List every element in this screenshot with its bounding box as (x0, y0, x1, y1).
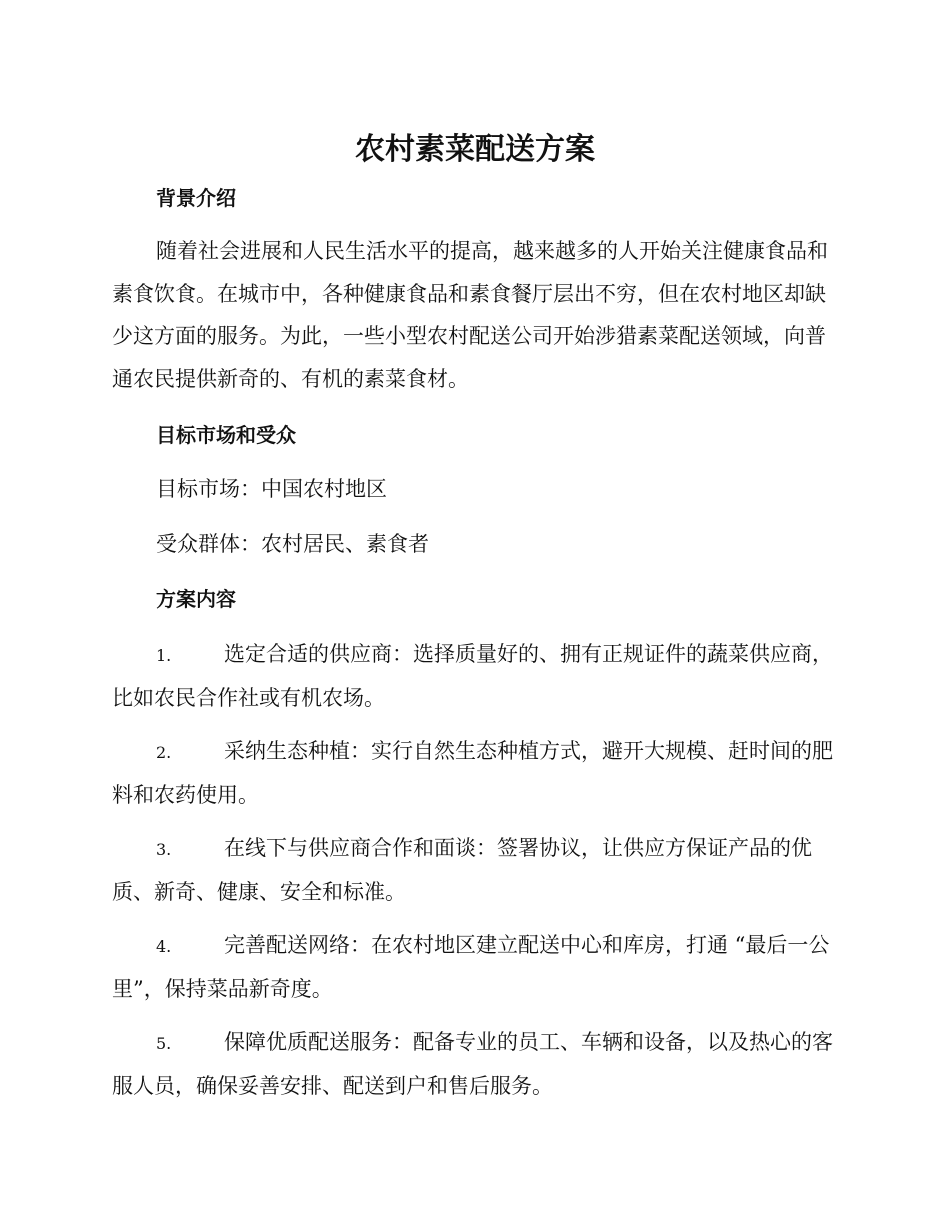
plan-item-text: 采纳生态种植：实行自然生态种植方式，避开大规模、赶时间的肥料和农药使用。 (112, 739, 833, 807)
section-heading-plan: 方案内容 (156, 587, 236, 611)
plan-item-number: 1. (156, 646, 172, 665)
section-heading-market: 目标市场和受众 (156, 423, 296, 447)
plan-item-number: 2. (156, 743, 172, 762)
plan-item (112, 1021, 837, 1107)
plan-item-number: 3. (156, 840, 172, 859)
target-market-line: 目标市场：中国农村地区 (156, 477, 387, 501)
section-heading-background: 背景介绍 (156, 186, 236, 210)
plan-item (112, 633, 837, 719)
background-paragraph: 随着社会进展和人民生活水平的提高，越来越多的人开始关注健康食品和素食饮食。在城市中，各种健康食品和素食餐厅层出不穷，但在农村地区却缺少这方面的服务。为此，一些小型农村配送公司开始涉猎素菜配送领域，向普通农民提供新奇的、有机的素菜食材。 (112, 239, 828, 391)
plan-item-text: 完善配送网络：在农村地区建立配送中心和库房，打通 “最后一公里”，保持菜品新奇度。 (112, 933, 830, 1001)
plan-item-number: 5. (156, 1034, 172, 1053)
document-title: 农村素菜配送方案 (355, 132, 595, 167)
plan-item-text: 保障优质配送服务：配备专业的员工、车辆和设备，以及热心的客服人员，确保妥善安排、配送到户和售后服务。 (112, 1030, 833, 1098)
plan-item (112, 924, 837, 1010)
plan-item-text: 在线下与供应商合作和面谈：签署协议，让供应方保证产品的优质、新奇、健康、安全和标准。 (112, 836, 812, 904)
audience-line: 受众群体：农村居民、素食者 (156, 532, 429, 556)
plan-item (112, 827, 837, 913)
plan-item-text: 选定合适的供应商：选择质量好的、拥有正规证件的蔬菜供应商，比如农民合作社或有机农场。 (112, 642, 833, 710)
plan-item-number: 4. (156, 937, 172, 956)
plan-item (112, 730, 837, 816)
